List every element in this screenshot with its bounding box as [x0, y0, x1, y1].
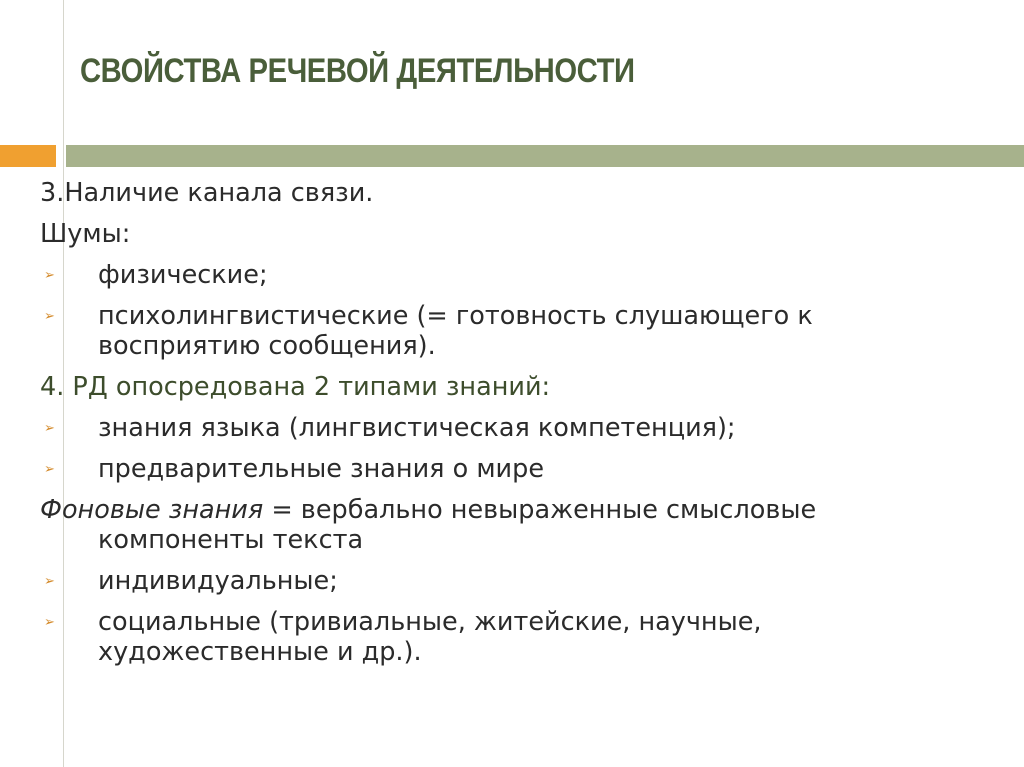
accent-bar-green: [66, 145, 1024, 167]
paragraph-background-knowledge: [40, 495, 980, 555]
paragraph-noise: Шумы:: [40, 219, 131, 249]
arrow-bullet-icon: ➢: [44, 309, 55, 324]
accent-bar-orange: [0, 145, 56, 167]
definition-text: = вербально невыраженные смысловые компоненты текста: [98, 495, 817, 555]
list-item-text: индивидуальные;: [98, 566, 338, 596]
list-item: [40, 301, 980, 361]
list-item: [40, 413, 980, 443]
arrow-bullet-icon: ➢: [44, 421, 55, 436]
paragraph-knowledge-types: 4. РД опосредована 2 типами знаний:: [40, 372, 551, 402]
list-item: [40, 260, 980, 290]
arrow-bullet-icon: ➢: [44, 615, 55, 630]
arrow-bullet-icon: ➢: [44, 268, 55, 283]
list-item: [40, 566, 980, 596]
paragraph-channel: 3.Наличие канала связи.: [40, 178, 374, 208]
definition-term: Фоновые знания: [40, 495, 264, 525]
list-item-text: знания языка (лингвистическая компетенция);: [98, 413, 736, 443]
slide-body: [40, 178, 980, 678]
list-item-text: физические;: [98, 260, 268, 290]
list-item-text: психолингвистические (= готовность слушающего к восприятию сообщения).: [98, 301, 813, 361]
list-item-text: предварительные знания о мире: [98, 454, 545, 484]
list-item: [40, 454, 980, 484]
list-item: [40, 607, 980, 667]
arrow-bullet-icon: ➢: [44, 574, 55, 589]
arrow-bullet-icon: ➢: [44, 462, 55, 477]
slide-title: СВОЙСТВА РЕЧЕВОЙ ДЕЯТЕЛЬНОСТИ: [80, 52, 635, 90]
list-item-text: социальные (тривиальные, житейские, научные, художественные и др.).: [98, 607, 762, 667]
